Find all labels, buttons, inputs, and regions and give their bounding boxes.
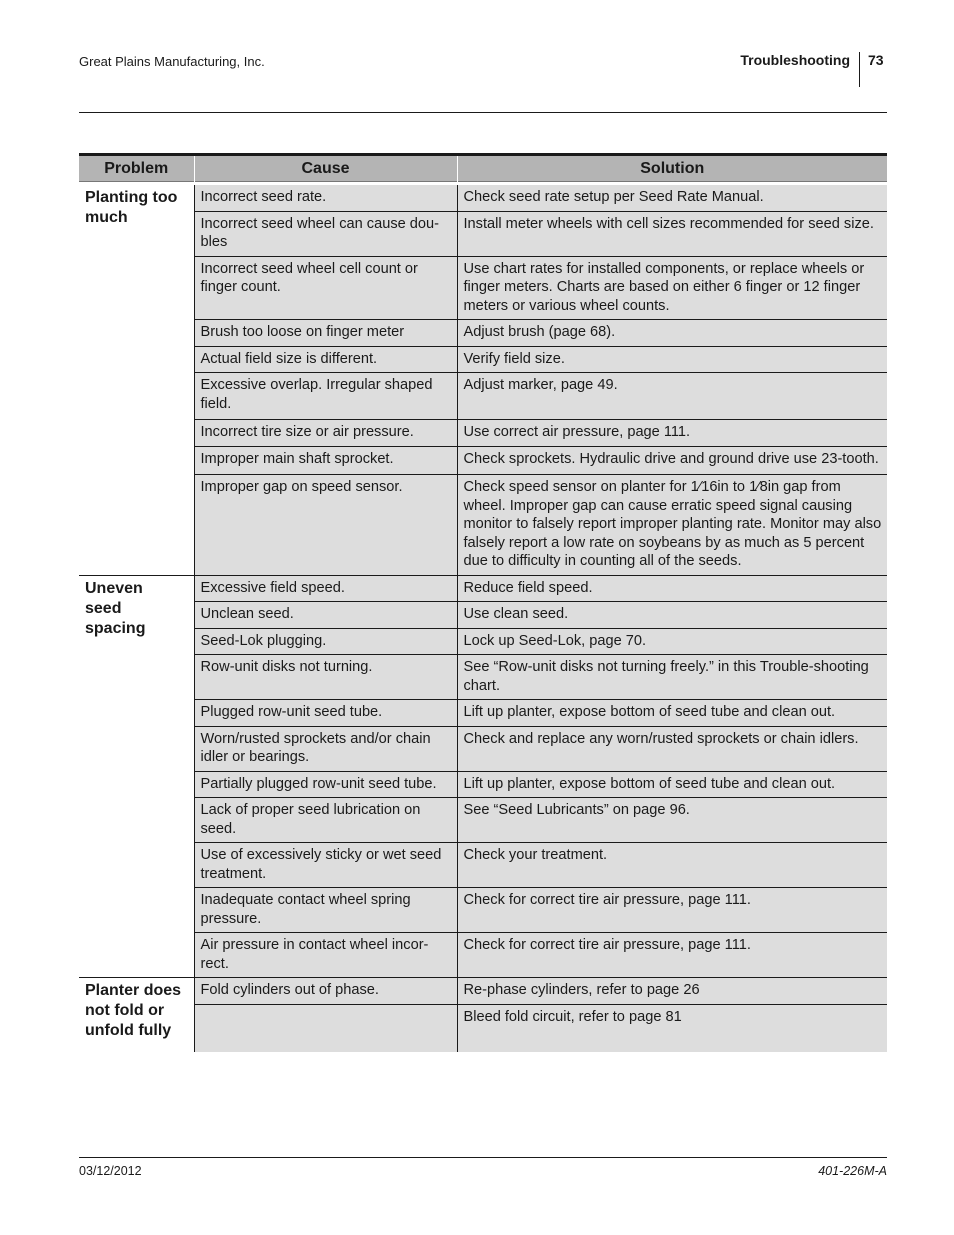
table-row xyxy=(79,320,887,347)
cause-cell: Worn/rusted sprockets and/or chain idler or bearings. xyxy=(194,726,457,771)
table-row xyxy=(79,575,887,602)
solution-cell: Use chart rates for installed components, or replace wheels or finger meters. Charts are based on either 6 finger or 12 finger meters or various wheel counts. xyxy=(457,256,887,320)
cause-cell: Unclean seed. xyxy=(194,602,457,629)
footer-rule xyxy=(79,1157,887,1158)
solution-cell: Check for correct tire air pressure, page 111. xyxy=(457,933,887,978)
solution-cell: Use correct air pressure, page 111. xyxy=(457,420,887,447)
table-row xyxy=(79,978,887,1005)
column-header-solution: Solution xyxy=(457,155,887,184)
table-row xyxy=(79,726,887,771)
table-row xyxy=(79,420,887,447)
troubleshooting-table xyxy=(79,153,887,1052)
cause-cell: Seed-Lok plugging. xyxy=(194,628,457,655)
header-rule xyxy=(79,112,887,113)
footer-doc-number: 401-226M-A xyxy=(818,1164,887,1178)
table-row xyxy=(79,346,887,373)
cause-cell: Incorrect seed rate. xyxy=(194,184,457,212)
table-row xyxy=(79,256,887,320)
footer-date: 03/12/2012 xyxy=(79,1164,142,1178)
solution-cell: Adjust marker, page 49. xyxy=(457,373,887,420)
cause-cell: Fold cylinders out of phase. xyxy=(194,978,457,1005)
table-row xyxy=(79,628,887,655)
section-title: Troubleshooting xyxy=(740,52,850,68)
cause-cell: Improper main shaft sprocket. xyxy=(194,446,457,475)
cause-cell: Inadequate contact wheel spring pressure. xyxy=(194,888,457,933)
column-header-cause: Cause xyxy=(194,155,457,184)
cause-cell: Incorrect tire size or air pressure. xyxy=(194,420,457,447)
solution-cell: See “Seed Lubricants” on page 96. xyxy=(457,798,887,843)
page-number: 73 xyxy=(868,52,884,68)
table-row xyxy=(79,798,887,843)
problem-uneven-seed-spacing xyxy=(79,575,194,978)
cause-cell: Improper gap on speed sensor. xyxy=(194,475,457,576)
cause-cell: Incorrect seed wheel cell count or finger count. xyxy=(194,256,457,320)
column-header-problem: Problem xyxy=(79,155,194,184)
solution-cell: Check and replace any worn/rusted sprockets or chain idlers. xyxy=(457,726,887,771)
cause-cell: Use of excessively sticky or wet seed treatment. xyxy=(194,843,457,888)
solution-cell: Re-phase cylinders, refer to page 26 xyxy=(457,978,887,1005)
problem-label: Uneven seed spacing xyxy=(85,579,146,637)
cause-cell: Incorrect seed wheel can cause dou-bles xyxy=(194,211,457,256)
solution-cell: Lock up Seed-Lok, page 70. xyxy=(457,628,887,655)
table-row xyxy=(79,655,887,700)
table-row xyxy=(79,933,887,978)
cause-cell: Actual field size is different. xyxy=(194,346,457,373)
table-row xyxy=(79,475,887,576)
cause-cell: Partially plugged row-unit seed tube. xyxy=(194,771,457,798)
solution-cell: Adjust brush (page 68). xyxy=(457,320,887,347)
table-row xyxy=(79,843,887,888)
table-row xyxy=(79,602,887,629)
solution-cell: Use clean seed. xyxy=(457,602,887,629)
solution-cell: Check for correct tire air pressure, page 111. xyxy=(457,888,887,933)
solution-cell: Lift up planter, expose bottom of seed tube and clean out. xyxy=(457,700,887,727)
solution-cell: Install meter wheels with cell sizes recommended for seed size. xyxy=(457,211,887,256)
table-row xyxy=(79,211,887,256)
header-divider xyxy=(859,52,860,87)
solution-cell: Check speed sensor on planter for 1⁄16in to 1⁄8in gap from wheel. Improper gap can cause erratic speed signal causing monitor to falsely report improper planting rate. Monitor may also falsely report a low rate on soybeans by as much as 5 percent due to difficulty in counting all of the seeds. xyxy=(457,475,887,576)
table-row xyxy=(79,888,887,933)
company-name: Great Plains Manufacturing, Inc. xyxy=(79,54,265,69)
table-row xyxy=(79,1004,887,1052)
table-row xyxy=(79,184,887,212)
cause-cell: Row-unit disks not turning. xyxy=(194,655,457,700)
table-row xyxy=(79,771,887,798)
table-row xyxy=(79,446,887,475)
cause-cell: Excessive overlap. Irregular shaped field. xyxy=(194,373,457,420)
solution-cell: Bleed fold circuit, refer to page 81 xyxy=(457,1004,887,1052)
cause-cell xyxy=(194,1004,457,1052)
solution-cell: See “Row-unit disks not turning freely.” in this Trouble-shooting chart. xyxy=(457,655,887,700)
solution-cell: Verify field size. xyxy=(457,346,887,373)
solution-cell: Reduce field speed. xyxy=(457,575,887,602)
table-header-row xyxy=(79,155,887,184)
problem-planter-does-not-fold: Planter does not fold or unfold fully xyxy=(79,978,194,1052)
solution-cell: Check seed rate setup per Seed Rate Manual. xyxy=(457,184,887,212)
solution-cell: Check your treatment. xyxy=(457,843,887,888)
solution-cell: Lift up planter, expose bottom of seed tube and clean out. xyxy=(457,771,887,798)
cause-cell: Plugged row-unit seed tube. xyxy=(194,700,457,727)
problem-planting-too-much: Planting too much xyxy=(79,184,194,576)
cause-cell: Lack of proper seed lubrication on seed. xyxy=(194,798,457,843)
cause-cell: Air pressure in contact wheel incor-rect. xyxy=(194,933,457,978)
cause-cell: Excessive field speed. xyxy=(194,575,457,602)
solution-cell: Check sprockets. Hydraulic drive and ground drive use 23-tooth. xyxy=(457,446,887,475)
cause-cell: Brush too loose on finger meter xyxy=(194,320,457,347)
table-row xyxy=(79,700,887,727)
table-row xyxy=(79,373,887,420)
